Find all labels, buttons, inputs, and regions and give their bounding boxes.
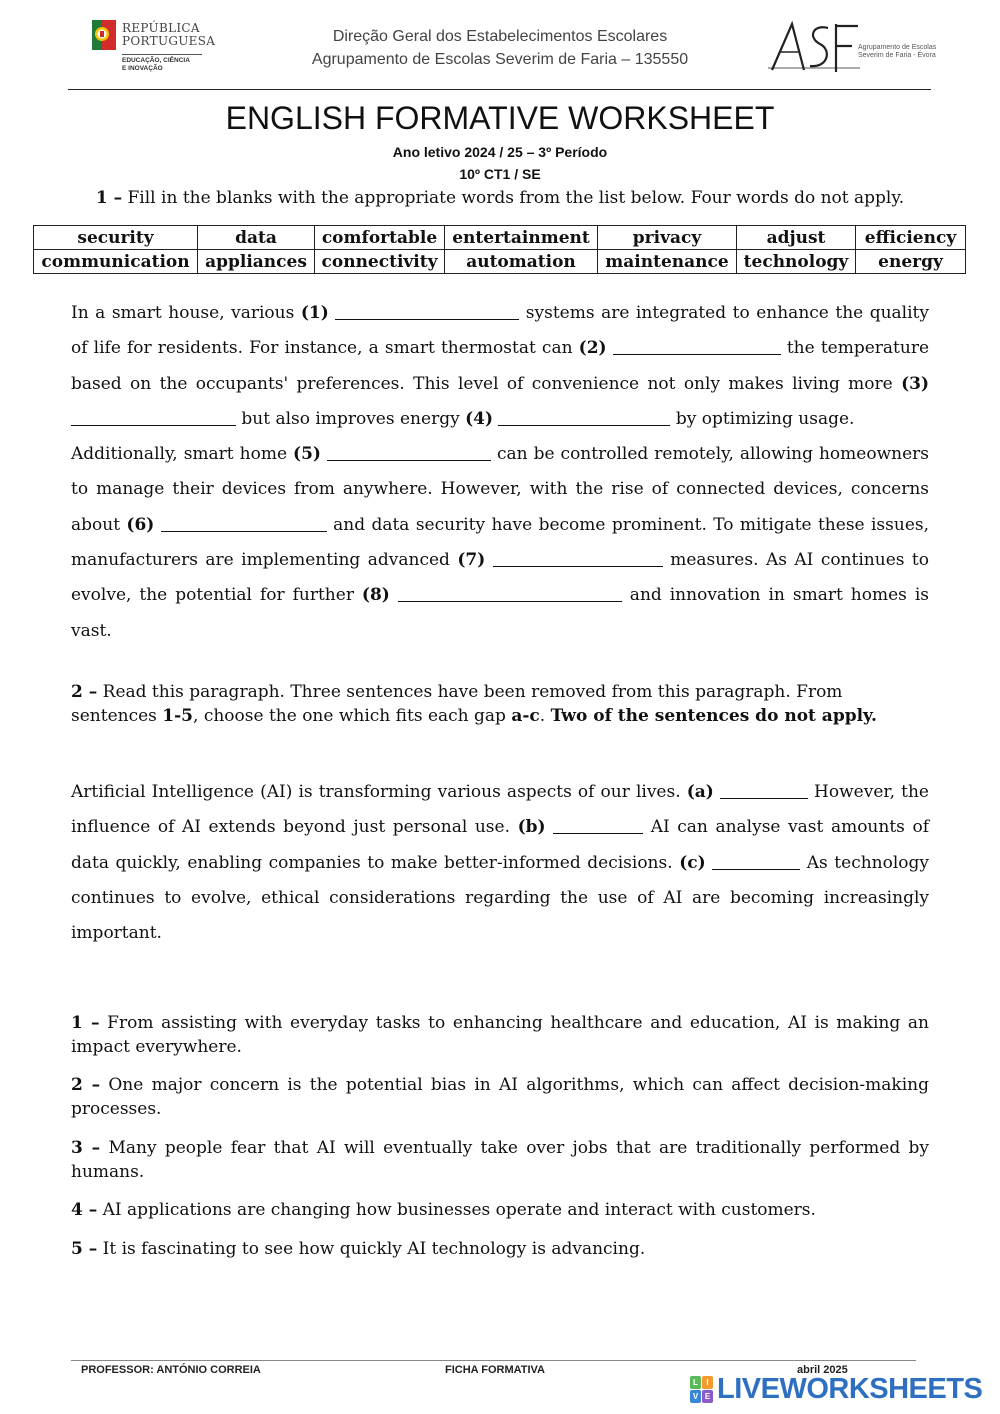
- gap-number: (5): [293, 444, 321, 465]
- text-segment: .: [539, 706, 551, 726]
- exercise1-text: [71, 296, 929, 649]
- word-bank-cell: efficiency: [856, 226, 966, 250]
- option-sentence: [71, 1073, 929, 1121]
- gap-6-blank[interactable]: [161, 516, 327, 532]
- option-text: Many people fear that AI will eventually take over jobs that are traditionally performed by humans.: [71, 1138, 929, 1182]
- header-line2: Agrupamento de Escolas Severim de Faria – 135550: [311, 51, 689, 68]
- text-segment: Additionally, smart home: [71, 444, 294, 465]
- gap-letter: (b): [517, 817, 546, 838]
- ministry-line2: E INOVAÇÃO: [122, 64, 163, 72]
- footer-date: abril 2025: [797, 1364, 848, 1376]
- gap-number: (7): [457, 550, 486, 571]
- exercise1-number: 1 –: [95, 188, 123, 208]
- option-text: One major concern is the potential bias in AI algorithms, which can affect decision-making processes.: [71, 1075, 929, 1119]
- word-bank-cell: comfortable: [315, 226, 445, 250]
- gap-4-blank[interactable]: [498, 410, 670, 426]
- text-segment: However, the influence of AI extends beyond just personal use.: [71, 782, 929, 838]
- text-segment: by optimizing usage.: [670, 408, 855, 429]
- ministry-line1: EDUCAÇÃO, CIÊNCIA: [122, 57, 190, 64]
- cube-l: L: [690, 1376, 701, 1389]
- gap-5-blank[interactable]: [327, 445, 491, 461]
- word-bank-cell: automation: [445, 250, 598, 274]
- text-segment: the temperature based on the occupants' preferences. This level of convenience not only makes living more: [71, 338, 930, 394]
- word-bank-cell: security: [34, 226, 198, 250]
- school-year: Ano letivo 2024 / 25 – 3º Período: [392, 144, 608, 160]
- gap-number: (8): [361, 585, 390, 606]
- word-bank-cell: energy: [856, 250, 966, 274]
- gap-number: (2): [578, 338, 607, 359]
- exercise1-instruction: [0, 187, 1000, 209]
- text-segment: but also improves energy: [236, 408, 466, 429]
- footer-worksheet-type: FICHA FORMATIVA: [445, 1364, 546, 1376]
- gap-number: (1): [300, 303, 329, 323]
- word-bank-cell: privacy: [598, 226, 737, 250]
- liveworksheets-cubes-icon: [690, 1376, 714, 1404]
- exercise1-instruction-text: Fill in the blanks with the appropriate words from the list below. Four words do not apply.: [127, 188, 905, 208]
- header-institution: [250, 25, 750, 71]
- exercise2-number: 2 –: [71, 682, 98, 702]
- gap-1-blank[interactable]: [335, 304, 519, 320]
- text-segment: As technology continues to evolve, ethical considerations regarding the use of AI are becoming increasingly important.: [71, 852, 930, 944]
- gap-c-blank[interactable]: [712, 854, 800, 870]
- text-segment: Artificial Intelligence (AI) is transforming various aspects of our lives.: [71, 782, 687, 802]
- text-segment: can be controlled remotely, allowing homeowners to manage their devices from anywhere. However, with the rise of connected devices, concerns about: [71, 444, 929, 535]
- option-sentence: [71, 1136, 929, 1184]
- asf-logo-text: [858, 44, 936, 60]
- gap-number: (3): [901, 373, 929, 394]
- text-segment: systems are integrated to enhance the quality of life for residents. For instance, a smart thermostat can: [71, 303, 929, 359]
- option-sentence: [71, 1237, 929, 1261]
- gap-8-blank[interactable]: [398, 586, 622, 602]
- cube-v: V: [690, 1390, 701, 1403]
- option-sentence: [71, 1011, 929, 1059]
- asf-monogram-icon: [768, 20, 860, 74]
- option-sentence: [71, 1198, 929, 1222]
- gap-letter: (a): [686, 782, 714, 802]
- gap-a-blank[interactable]: [720, 783, 808, 799]
- word-bank-cell: appliances: [198, 250, 315, 274]
- instruction-note: Two of the sentences do not apply.: [550, 706, 877, 726]
- text-segment: , choose the one which fits each gap: [193, 706, 512, 726]
- footer-divider: [71, 1360, 916, 1361]
- word-bank-cell: connectivity: [315, 250, 445, 274]
- header-line1: Direção Geral dos Estabelecimentos Escolares: [332, 28, 668, 45]
- ministry-text: [122, 54, 202, 72]
- portuguese-emblem-icon: [92, 20, 116, 54]
- text-segment: measures. As AI continues to evolve, the potential for further: [71, 550, 929, 606]
- option-number: 3 –: [71, 1138, 101, 1158]
- gap-number: (4): [465, 408, 494, 429]
- text-segment: and data security have become prominent. To mitigate these issues, manufacturers are implementing advanced: [71, 514, 930, 571]
- option-text: AI applications are changing how businesses operate and interact with customers.: [97, 1200, 816, 1220]
- word-bank-row: [34, 226, 966, 250]
- gap-7-blank[interactable]: [493, 551, 663, 567]
- option-number: 5 –: [71, 1239, 98, 1259]
- option-number: 1 –: [71, 1013, 100, 1033]
- option-number: 2 –: [71, 1075, 101, 1095]
- page-title: ENGLISH FORMATIVE WORKSHEET: [225, 100, 775, 136]
- word-bank-table: [33, 225, 966, 274]
- republica-line1: REPÚBLICA: [122, 21, 200, 35]
- liveworksheets-wordmark: LIVEWORKSHEETS: [717, 1373, 983, 1405]
- word-bank-cell: maintenance: [598, 250, 737, 274]
- text-segment: Read this paragraph. Three sentences have been removed from this paragraph. From sentences: [71, 682, 843, 726]
- asf-line2: Severim de Faria - Évora: [858, 52, 936, 59]
- word-bank-cell: entertainment: [445, 226, 598, 250]
- footer-professor: PROFESSOR: ANTÓNIO CORREIA: [81, 1364, 261, 1376]
- exercise2-text: [71, 775, 929, 951]
- asf-school-logo: [768, 20, 938, 76]
- gap-2-blank[interactable]: [613, 339, 781, 355]
- text-segment: AI can analyse vast amounts of data quickly, enabling companies to make better-informed decisions.: [71, 817, 929, 873]
- word-bank-cell: communication: [34, 250, 198, 274]
- gap-letter: (c): [679, 852, 706, 873]
- republica-portuguesa-text: [122, 22, 215, 48]
- text-segment: and innovation in smart homes is vast.: [71, 585, 929, 641]
- option-text: From assisting with everyday tasks to enhancing healthcare and education, AI is making an impact everywhere.: [71, 1013, 930, 1057]
- republica-line2: PORTUGUESA: [122, 34, 216, 48]
- option-number: 4 –: [71, 1200, 98, 1220]
- word-bank-cell: adjust: [737, 226, 856, 250]
- sentence-range: 1-5: [162, 706, 194, 726]
- word-bank-row: [34, 250, 966, 274]
- republica-portuguesa-logo: [92, 20, 216, 76]
- cube-e: E: [702, 1390, 713, 1403]
- option-text: It is fascinating to see how quickly AI technology is advancing.: [97, 1239, 646, 1259]
- asf-line1: Agrupamento de Escolas: [858, 44, 937, 51]
- word-bank-cell: data: [198, 226, 315, 250]
- word-bank-cell: technology: [737, 250, 856, 274]
- cube-i: I: [702, 1376, 713, 1389]
- gap-3-blank[interactable]: [71, 410, 236, 426]
- gap-b-blank[interactable]: [553, 818, 643, 834]
- gap-number: (6): [126, 514, 155, 535]
- gap-range: a-c: [511, 706, 540, 726]
- class-name: 10º CT1 / SE: [459, 166, 541, 182]
- exercise2-instruction: [71, 680, 929, 728]
- text-segment: In a smart house, various: [71, 303, 301, 323]
- liveworksheets-logo[interactable]: [690, 1372, 990, 1406]
- header-divider: [68, 89, 931, 90]
